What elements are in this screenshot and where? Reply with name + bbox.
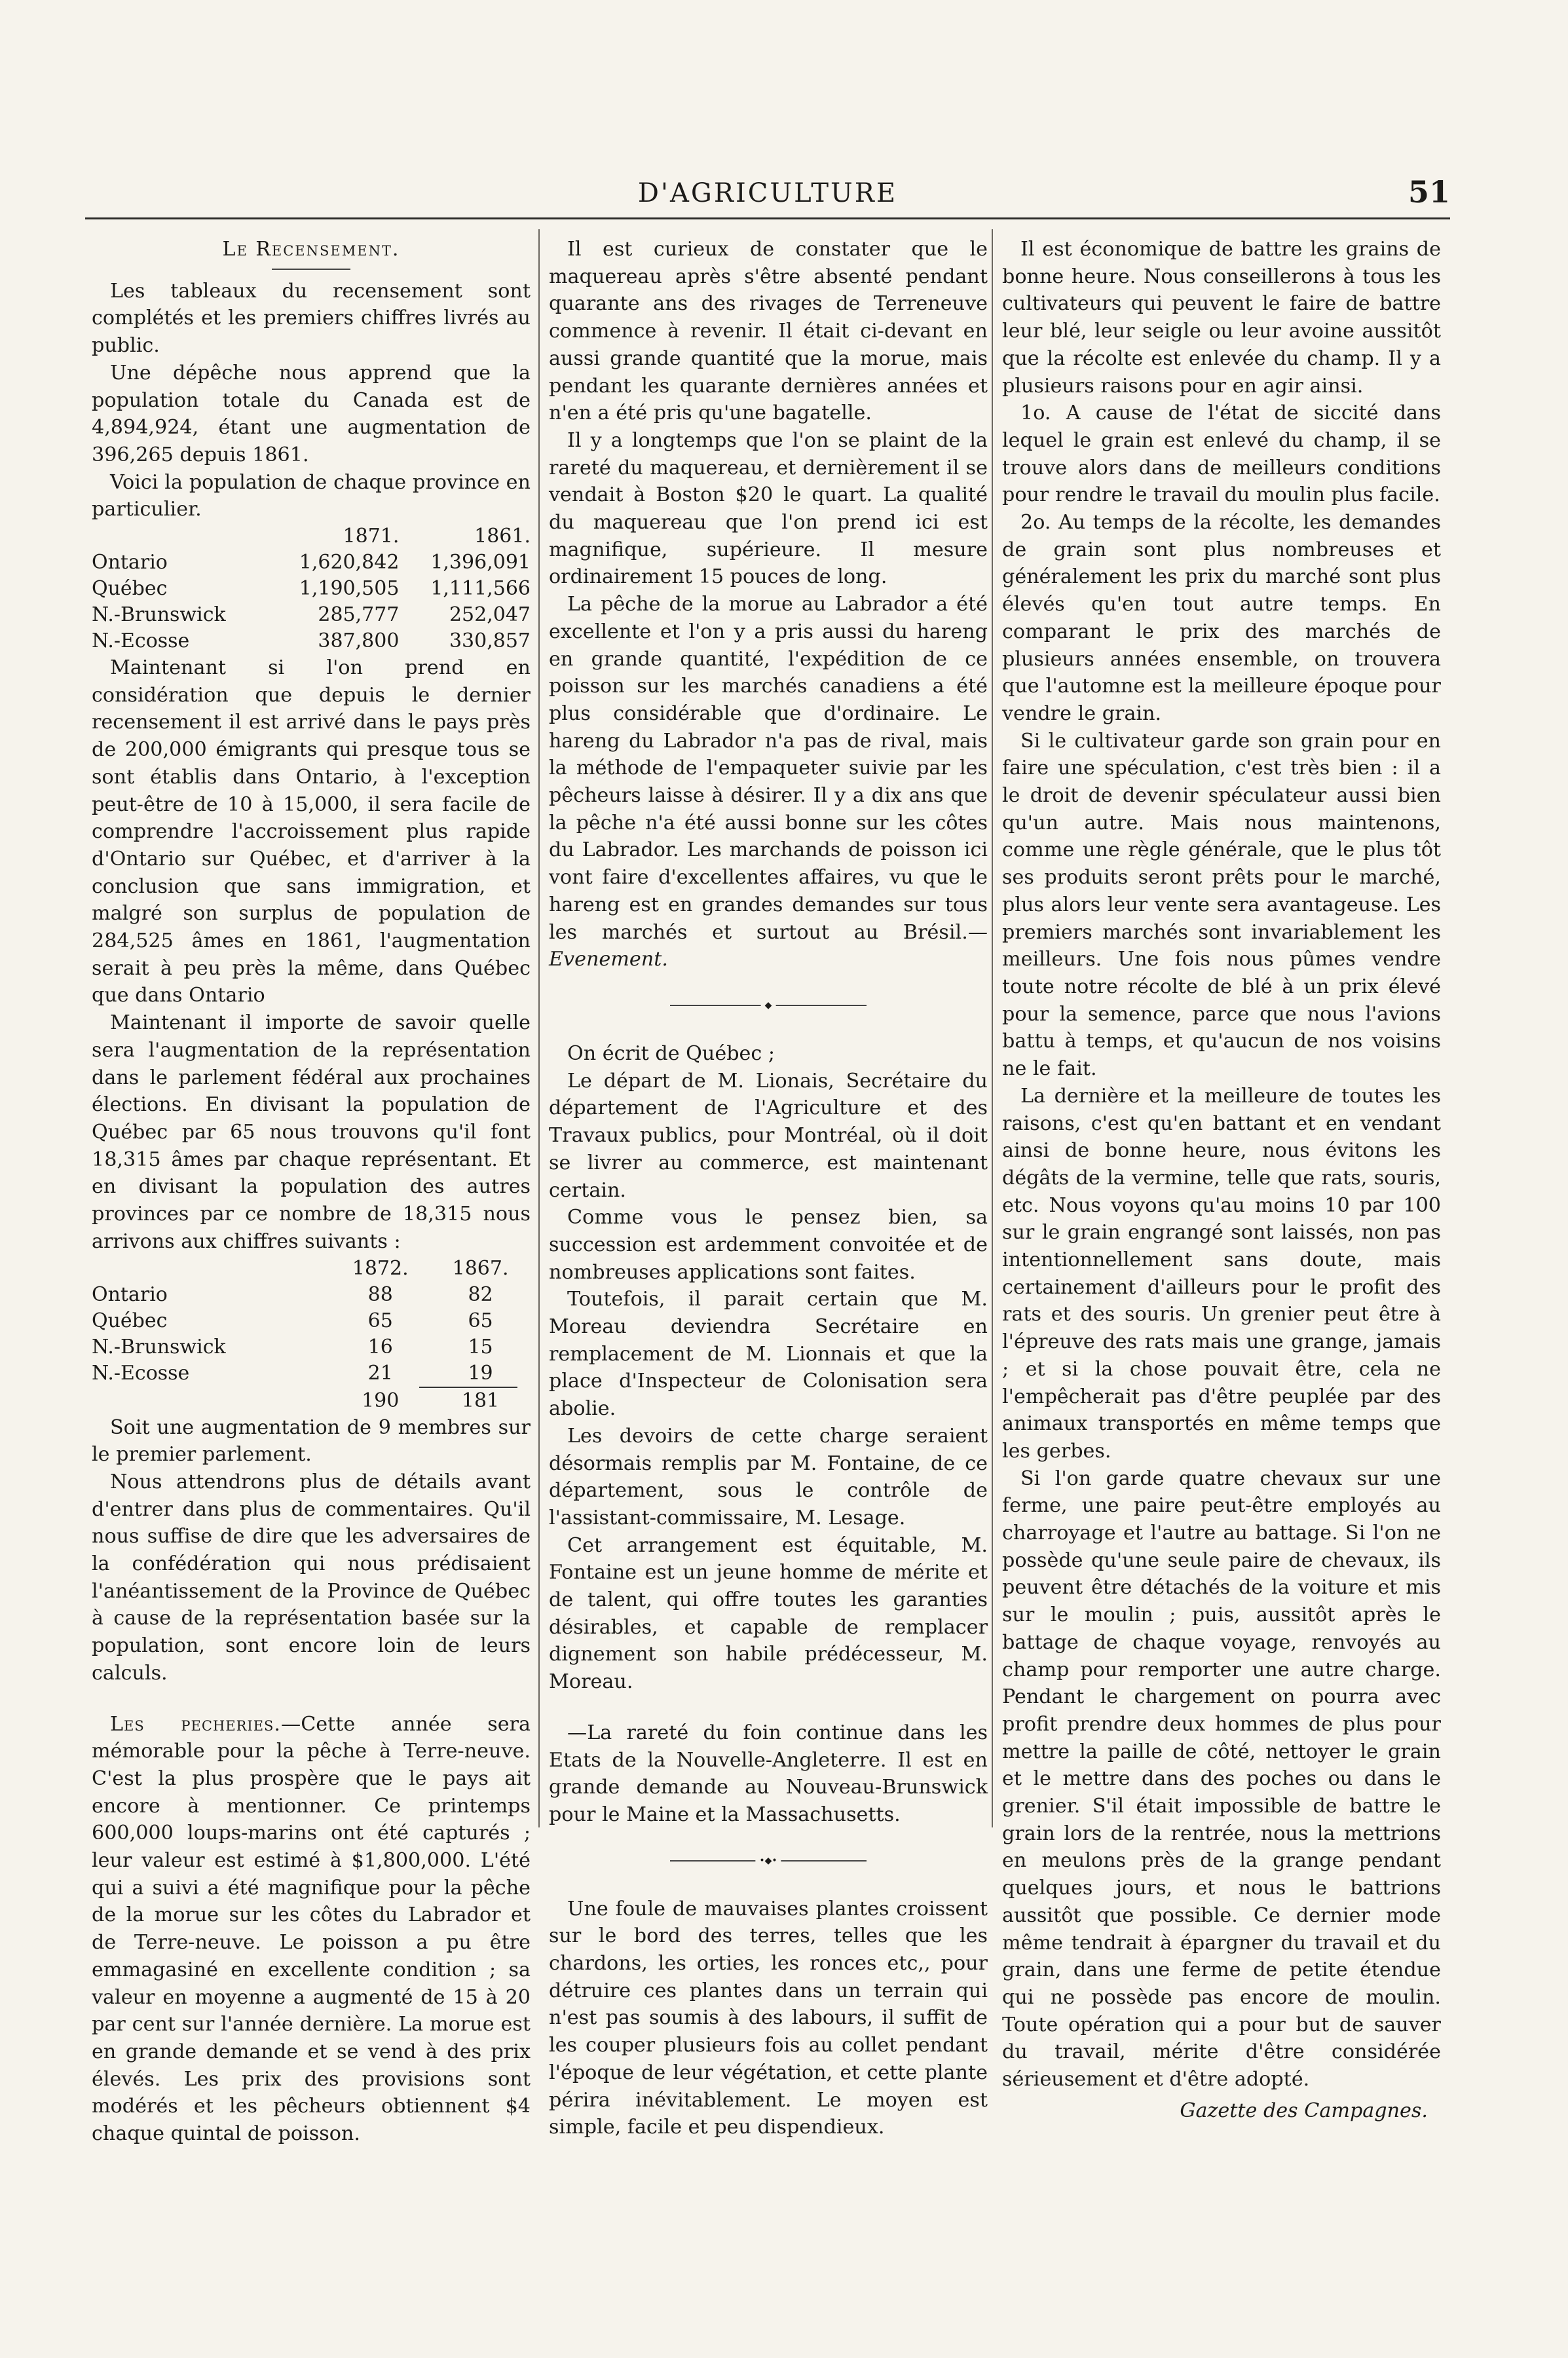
year-header: 1861. (474, 525, 531, 548)
representation-table (92, 1256, 531, 1414)
page-number: 51 (1408, 174, 1450, 210)
quebec-paragraph: Toutefois, il parait certain que M. Moreau deviendra Secrétaire en remplacement de M. Lionnais et que la place d'Inspecteur de Colonisation sera abolie. (549, 1288, 988, 1421)
ornamental-rule (670, 1855, 867, 1866)
seat-count: 21 (367, 1361, 393, 1385)
column-rule (992, 229, 993, 1827)
section-gap (92, 1687, 531, 1711)
population-value: 252,047 (449, 603, 531, 627)
census-paragraph: Les tableaux du recensement sont complétés et les premiers chiffres livrés au public. (92, 279, 531, 358)
running-title: D'AGRICULTURE (637, 178, 898, 208)
table-row (92, 576, 531, 602)
table-header-row (92, 523, 531, 550)
seat-total: 190 (362, 1389, 400, 1412)
grain-paragraph: Si le cultivateur garde son grain pour en faire une spéculation, c'est très bien : il a le droit de devenir spéculateur aussi bien qu'un autre. Mais nous maintenons, comme une règle générale, que le plus tôt ses produits seront prêts pour le marché, plus alors leur vente sera avantageuse. Les premiers marchés sont invariablement les meilleurs. Une fois nous pûmes vendre toute notre récolte de blé à un prix élevé pour la semence, parce que nous l'avions battu à temps, et qu'aucun de nos voisins ne le fait. (1002, 729, 1441, 1081)
seat-count: 65 (367, 1309, 393, 1332)
table-row (92, 628, 531, 654)
column-rule (538, 229, 540, 1827)
census-paragraph: Soit une augmentation de 9 membres sur le premier parlement. (92, 1415, 531, 1467)
fisheries-paragraph (92, 1711, 531, 2148)
census-paragraph: Maintenant il importe de savoir quelle sera l'augmentation de la représentation dans le parlement fédéral aux prochaines élections. En divisant la population de Québec par 65 nous trouvons qu'il font 18,315 âmes par chaque représentant. Et en divisant la population des autres provinces par ce nombre de 18,315 nous arrivons aux chiffres suivants : (92, 1011, 531, 1253)
grain-paragraph: 1o. A cause de l'état de siccité dans lequel le grain est enlevé du champ, il se trouve alors dans de meilleurs conditions pour rendre le travail du moulin plus facile. (1002, 402, 1441, 507)
table-row (92, 1282, 531, 1308)
province-name: N.-Brunswick (92, 1335, 226, 1358)
census-paragraph: Maintenant si l'on prend en considération que depuis le dernier recensement il est arrivé dans le pays près de 200,000 émigrants qui presque tous se sont établis dans Ontario, à l'exception peut-être de 10 à 15,000, il sera facile de comprendre l'accroissement plus rapide d'Ontario sur Québec, et d'arriver à la conclusion que sans immigration, et malgré son surplus de population de 284,525 âmes en 1861, l'augmentation serait à peu près la même, dans Québec que dans Ontario (92, 656, 531, 1007)
fisheries-text: La pêche de la morue au Labrador a été excellente et l'on y a pris aussi du hareng en grande quantité, l'expédition de ce poisson sur les marchés canadiens a été plus considérable que d'ordinaire. Le hareng du Labrador n'a pas de rival, mais la méthode de l'empaqueter suivie par les pêcheurs laisse à désirer. Il y a dix ans que la pêche n'a été aussi bonne sur les côtes du Labrador. Les marchands de poisson ici vont faire d'excellentes affaires, vu que le hareng est en grandes demandes sur tous les marchés et surtout au Brésil. (549, 593, 988, 944)
grain-paragraph: Il est économique de battre les grains de bonne heure. Nous conseillerons à tous les cultivateurs qui peuvent le faire de battre leur blé, leur seigle ou leur avoine aussitôt que la récolte est enlevée du champ. Il y a plusieurs raisons pour en agir ainsi. (1002, 238, 1441, 398)
province-name: Ontario (92, 1282, 168, 1306)
census-paragraph: Nous attendrons plus de détails avant d'entrer dans plus de commentaires. Qu'il nous suffise de dire que les adversaires de la confédération qui nous prédisaient l'anéantissement de la Province de Québec à cause de la représentation basée sur la population, sont encore loin de leurs calculs. (92, 1470, 531, 1685)
quebec-paragraph: Le départ de M. Lionais, Secrétaire du département de l'Agriculture et des Travaux publics, pour Montréal, où il doit se livrer au commerce, est maintenant certain. (549, 1069, 988, 1202)
quebec-paragraph: Les devoirs de cette charge seraient désormais remplis par M. Fontaine, de ce département, sous le contrôle de l'assistant-commissaire, M. Lesage. (549, 1424, 988, 1529)
fisheries-paragraph: Il est curieux de constater que le maquereau après s'être absenté pendant quarante ans des rivages de Terreneuve commence à revenir. Il était ci-devant en aussi grande quantité que la morue, mais pendant les quarante dernières années et n'en a été pris qu'une bagatelle. (549, 238, 988, 425)
seat-total: 181 (461, 1389, 500, 1412)
census-paragraph: Une dépêche nous apprend que la population totale du Canada est de 4,894,924, étant une augmentation de 396,265 depuis 1861. (92, 361, 531, 466)
quebec-paragraph: Comme vous le pensez bien, sa succession est ardemment convoitée et de nombreuses applications sont faites. (549, 1206, 988, 1284)
table-row (92, 1308, 531, 1334)
fisheries-text: —Cette année sera mémorable pour la pêche à Terre-neuve. C'est la plus prospère que le pays ait encore à mentionner. Ce printemps 600,000 loups-marins ont été capturés ; leur valeur est estimé à $1,800,000. L'été qui a suivi a été magnifique pour la pêche de la morue sur les côtes du Labrador et de Terre-neuve. Le poisson a pu être emmagasiné en excellente condition ; sa valeur en moyenne a augmenté de 15 à 20 par cent sur l'année dernière. La morue est en grande demande et se vend à des prix élevés. Les prix des provisions sont modérés et les pêcheurs obtiennent $4 chaque quintal de poisson. (92, 1712, 531, 2146)
year-header: 1872. (352, 1256, 409, 1280)
census-paragraph: Voici la population de chaque province en particulier. (92, 470, 531, 521)
population-value: 1,620,842 (299, 551, 400, 574)
year-header: 1871. (343, 525, 400, 548)
fisheries-paragraph (549, 591, 988, 973)
seat-count: 15 (468, 1335, 493, 1358)
population-value: 330,857 (449, 629, 531, 653)
population-value: 1,111,566 (430, 577, 531, 601)
column-1 (92, 236, 531, 2148)
table-row (92, 1360, 531, 1387)
population-value: 387,800 (318, 629, 400, 653)
fisheries-lead: Les pecheries. (110, 1712, 282, 1736)
population-table (92, 523, 531, 654)
population-value: 1,190,505 (299, 577, 400, 601)
heading-rule (272, 269, 350, 270)
population-value: 1,396,091 (430, 551, 531, 574)
table-row (92, 550, 531, 576)
fisheries-paragraph: Il y a longtemps que l'on se plaint de la rareté du maquereau, et dernièrement il se vendait à Boston $20 le quart. La qualité du maquereau que l'on prend ici est magnifique, supérieure. Il mesure ordinairement 15 pouces de long. (549, 428, 988, 589)
hay-paragraph: —La rareté du foin continue dans les Etats de la Nouvelle-Angleterre. Il est en grande demande au Nouveau-Brunswick pour le Maine et la Massachusetts. (549, 1721, 988, 1826)
table-header-row (92, 1256, 531, 1282)
table-row (92, 1334, 531, 1360)
grain-paragraph: La dernière et la meilleure de toutes les raisons, c'est qu'en battant et en vendant ainsi de bonne heure, nous évitons les dégâts de la vermine, telle que rats, souris, etc. Nous voyons qu'au moins 10 par 100 sur le grain engrangé sont laissés, non pas intentionnellement sans doute, mais certainement d'ailleurs pour le profit des rats et des souris. Un grenier peut être à l'épreuve des rats mais une grange, jamais ; et si la chose pouvait être, cela ne l'empêcherait pas d'être peuplée par des animaux transportés en même temps que les gerbes. (1002, 1084, 1441, 1463)
seat-count: 82 (468, 1282, 493, 1306)
section-gap (549, 1696, 988, 1719)
rule-ornament: •◆• (755, 1856, 781, 1866)
weeds-paragraph: Une foule de mauvaises plantes croissent sur le bord des terres, telles que les chardons, les orties, les ronces etc,, pour détruire ces plantes dans un terrain qui n'est pas soumis à des labours, il suffit de les couper plusieurs fois au collet pendant l'époque de leur végétation, et cette plante périra inévitablement. Le moyen est simple, facile et peu dispendieux. (549, 1897, 988, 2139)
column-2 (549, 236, 988, 2141)
source-signature: Gazette des Campagnes. (1180, 2099, 1428, 2122)
seat-count: 65 (468, 1309, 493, 1332)
ornamental-rule (670, 1000, 867, 1011)
quebec-paragraph: On écrit de Québec ; (567, 1041, 775, 1065)
province-name: N.-Brunswick (92, 603, 226, 627)
seat-count: 19 (468, 1361, 493, 1385)
province-name: Québec (92, 1309, 168, 1332)
quebec-paragraph: Cet arrangement est équitable, M. Fontaine est un jeune homme de mérite et de talent, qui offre toutes les garanties désirables, et capable de remplacer dignement son habile prédécesseur, M. Moreau. (549, 1533, 988, 1694)
table-total-row (92, 1388, 531, 1414)
article-source: —Evenement. (549, 920, 988, 971)
province-name: Ontario (92, 551, 168, 574)
census-heading: Le Recensement. (222, 238, 400, 261)
province-name: Québec (92, 577, 168, 601)
population-value: 285,777 (318, 603, 400, 627)
column-3 (1002, 236, 1441, 2125)
rule-ornament: ◆ (761, 1000, 776, 1011)
grain-paragraph: 2o. Au temps de la récolte, les demandes de grain sont plus nombreuses et généralement les prix du marché sont plus élevés qu'en tout autre temps. En comparant le prix des marchés de plusieurs années ensemble, on trouvera que l'automne est la meilleure époque pour vendre le grain. (1002, 511, 1441, 725)
year-header: 1867. (452, 1256, 509, 1280)
table-row (92, 602, 531, 628)
province-name: N.-Ecosse (92, 629, 190, 653)
running-header (85, 172, 1450, 219)
province-name: N.-Ecosse (92, 1361, 190, 1385)
grain-paragraph: Si l'on garde quatre chevaux sur une ferme, une paire peut-être employés au charroyage et l'autre au battage. Si l'on ne possède qu'une seule paire de chevaux, ils peuvent être détachés de la voiture et mis sur le moulin ; puis, aussitôt après le battage de chaque voyage, renvoyés au champ pour remporter une autre charge. Pendant le chargement on pourra avec profit prendre deux hommes de plus pour mettre la paille de côté, nettoyer le grain et le mettre dans des poches ou dans le grenier. S'il était impossible de battre le grain lors de la rentrée, nous la mettrions en meulons près de la grange pendant quelques jours, et nous le battrions aussitôt que possible. Ce dernier mode même tendrait à épargner du travail et du grain, dans une ferme de petite étendue qui ne possède pas encore de moulin. Toute opération qui a pour but de sauver du travail, mérite d'être considérée sérieusement et d'être adopté. (1002, 1467, 1441, 2091)
seat-count: 16 (367, 1335, 393, 1358)
seat-count: 88 (367, 1282, 393, 1306)
